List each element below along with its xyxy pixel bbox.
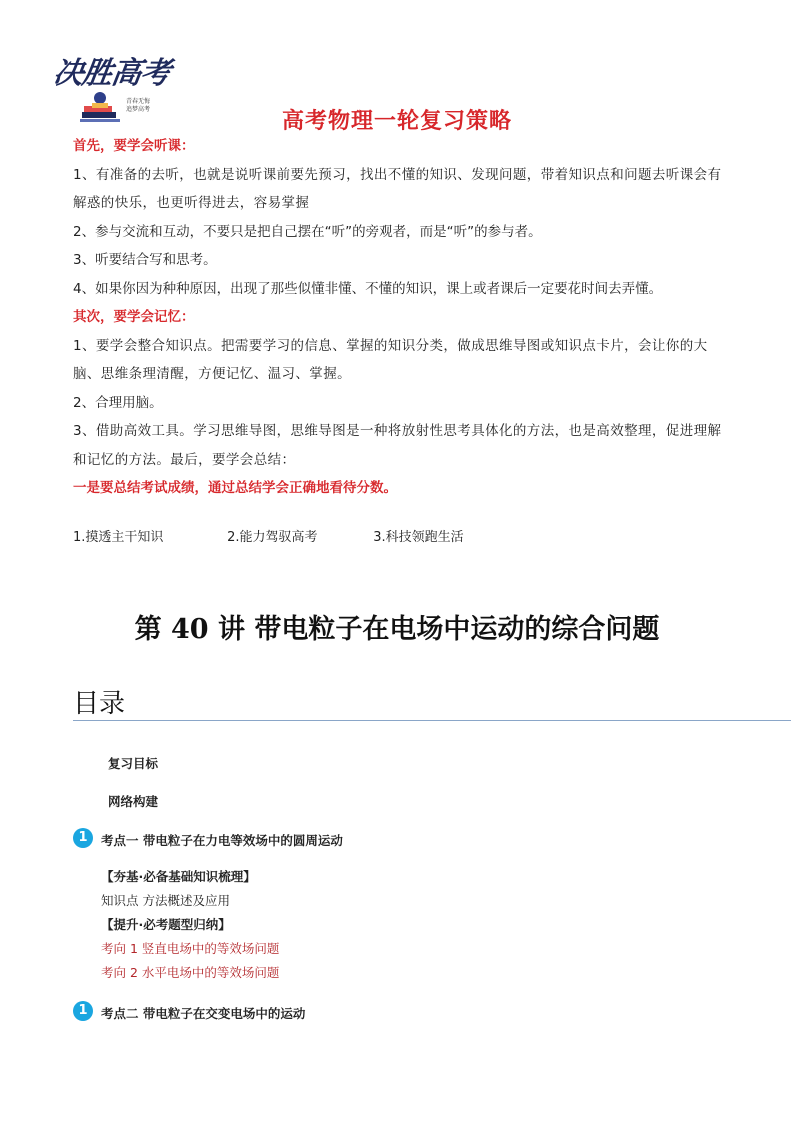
- toc-foundation[interactable]: 【夯基·必备基础知识梳理】: [101, 869, 256, 884]
- toc-review-goals[interactable]: 复习目标: [108, 756, 159, 771]
- toc-knowledge-point[interactable]: 知识点 方法概述及应用: [101, 893, 230, 908]
- logo-tagline: 青春无悔 追梦高考: [126, 98, 151, 113]
- toc-direction-1[interactable]: 考向 1 竖直电场中的等效场问题: [101, 941, 280, 956]
- listen-item-2: 2、参与交流和互动，不要只是把自己摆在“听”的旁观者，而是“听”的参与者。: [73, 223, 542, 240]
- memory-item-3: 3、借助高效工具。学习思维导图，思维导图是一种将放射性思考具体化的方法，也是高效整理，促进理解和记忆的方法。最后，要学会总结：: [73, 423, 722, 468]
- topic-3: 3.科技领跑生活: [373, 530, 464, 545]
- memory-item-2: 2、合理用脑。: [73, 394, 163, 411]
- summary-red-line: 一是要总结考试成绩，通过总结学会正确地看待分数。: [73, 480, 397, 496]
- topic-2: 2.能力驾驭高考: [227, 530, 318, 545]
- strategy-title: 高考物理一轮复习策略: [281, 109, 512, 134]
- topics-row: [73, 526, 464, 545]
- section-number-badge: 1: [73, 1001, 93, 1021]
- section-listen: [73, 132, 733, 503]
- memory-item-1: 1、要学会整合知识点。把需要学习的信息、掌握的知识分类，做成思维导图或知识点卡片，会让你的大脑、思维条理清醒，方便记忆、温习、掌握。: [73, 337, 708, 382]
- toc-improve[interactable]: 【提升·必考题型归纳】: [101, 917, 231, 932]
- listen-item-1: 1、有准备的去听，也就是说听课前要先预习，找出不懂的知识、发现问题，带着知识点和问题去听课会有解惑的快乐，也更听得进去，容易掌握: [73, 166, 722, 211]
- toc-divider: [73, 720, 791, 721]
- toc-network[interactable]: 网络构建: [108, 794, 159, 809]
- lecture-title: 第 40 讲 带电粒子在电场中运动的综合问题: [134, 614, 660, 645]
- section-heading-listen: 首先，要学会听课：: [73, 138, 195, 154]
- listen-item-4: 4、如果你因为种种原因，出现了那些似懂非懂、不懂的知识，课上或者课后一定要花时间去弄懂。: [73, 280, 663, 297]
- topic-1: 1.摸透主干知识: [73, 530, 164, 545]
- listen-item-3: 3、听要结合写和思考。: [73, 252, 217, 268]
- section-number-badge: 1: [73, 828, 93, 848]
- toc-section-1[interactable]: 考点一 带电粒子在力电等效场中的圆周运动: [101, 833, 343, 848]
- toc-section-2[interactable]: 考点二 带电粒子在交变电场中的运动: [101, 1006, 306, 1021]
- toc-direction-2[interactable]: 考向 2 水平电场中的等效场问题: [101, 965, 280, 980]
- toc-heading: 目录: [73, 689, 126, 719]
- logo-text: 决胜高考: [51, 56, 172, 91]
- section-heading-memory: 其次，要学会记忆：: [73, 309, 195, 325]
